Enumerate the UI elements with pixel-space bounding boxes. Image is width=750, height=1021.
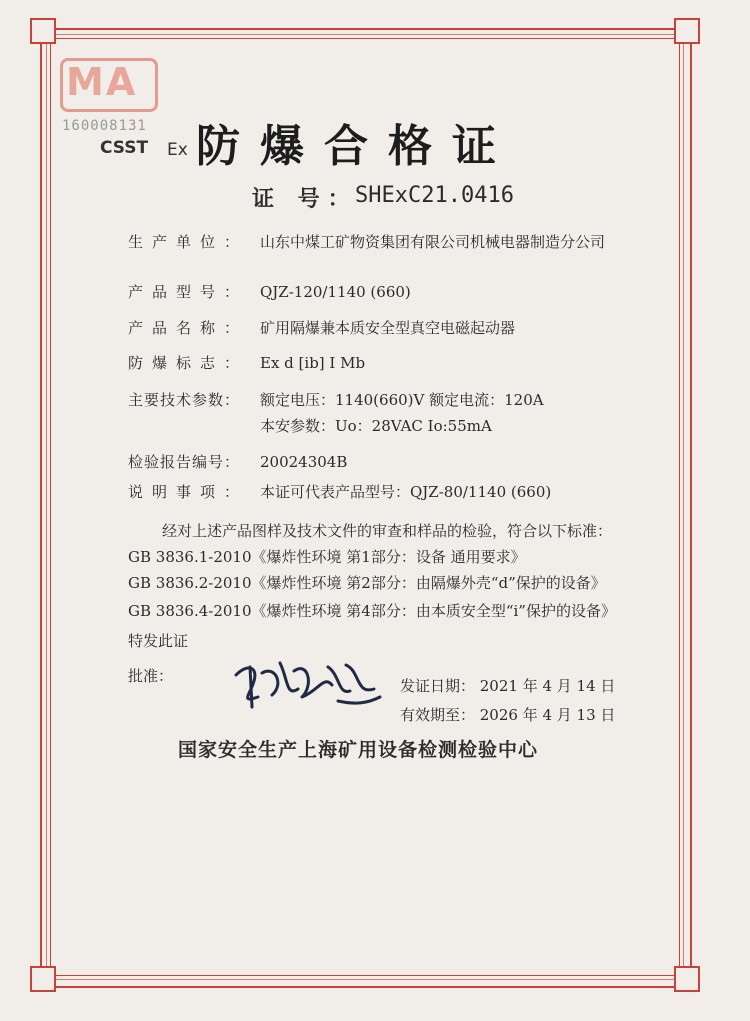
approval-label: 批准： <box>128 667 174 685</box>
standard-item: GB 3836.1-2010《爆炸性环境 第1部分：设备 通用要求》 <box>128 548 526 566</box>
inner-border <box>50 38 680 976</box>
field-value: QJZ-120/1140 (660) <box>260 283 411 301</box>
cert-number-label: 证 号： <box>252 186 358 212</box>
field-value: 矿用隔爆兼本质安全型真空电磁起动器 <box>260 319 516 337</box>
corner-ornament <box>30 18 56 44</box>
field-label: 检验报告编号： <box>128 453 241 471</box>
standard-item: GB 3836.2-2010《爆炸性环境 第2部分：由隔爆外壳“d”保护的设备》 <box>128 574 606 592</box>
cert-number-value: SHExC21.0416 <box>355 183 514 208</box>
field-value: 本证可代表产品型号：QJZ-80/1140 (660) <box>260 483 552 501</box>
handwritten-signature <box>228 645 388 715</box>
field-label: 生产单位： <box>128 233 249 251</box>
stamp-logo: MA <box>66 60 138 104</box>
standard-item: GB 3836.4-2010《爆炸性环境 第4部分：由本质安全型“i”保护的设备》 <box>128 602 616 620</box>
field-value: 本安参数：Uo：28VAC Io:55mA <box>260 417 492 435</box>
field-label: 主要技术参数： <box>128 391 241 409</box>
intro-paragraph: 经对上述产品图样及技术文件的审查和样品的检验，符合以下标准： <box>162 522 613 540</box>
csst-label: CSST <box>100 138 149 158</box>
field-label: 产品型号： <box>128 283 249 301</box>
corner-ornament <box>30 966 56 992</box>
page-title: 防爆合格证 <box>196 121 516 172</box>
cma-stamp <box>60 58 152 134</box>
field-label: 说明事项： <box>128 483 249 501</box>
issue-date: 发证日期： 2021 年 4 月 14 日 <box>400 677 616 695</box>
field-label: 产品名称： <box>128 319 249 337</box>
field-label: 防爆标志： <box>128 354 249 372</box>
stamp-number: 160008131 <box>62 118 147 134</box>
expiry-date: 有效期至： 2026 年 4 月 13 日 <box>400 706 616 724</box>
field-value: 山东中煤工矿物资集团有限公司机械电器制造分公司 <box>260 233 606 251</box>
corner-ornament <box>674 18 700 44</box>
field-value: Ex d [ib] I Mb <box>260 354 366 372</box>
special-issue-text: 特发此证 <box>128 632 189 650</box>
corner-ornament <box>674 966 700 992</box>
ex-label: Ex <box>167 140 188 160</box>
issuing-organization: 国家安全生产上海矿用设备检测检验中心 <box>178 739 539 761</box>
field-value: 额定电压：1140(660)V 额定电流：120A <box>260 391 544 409</box>
field-value: 20024304B <box>260 453 348 471</box>
